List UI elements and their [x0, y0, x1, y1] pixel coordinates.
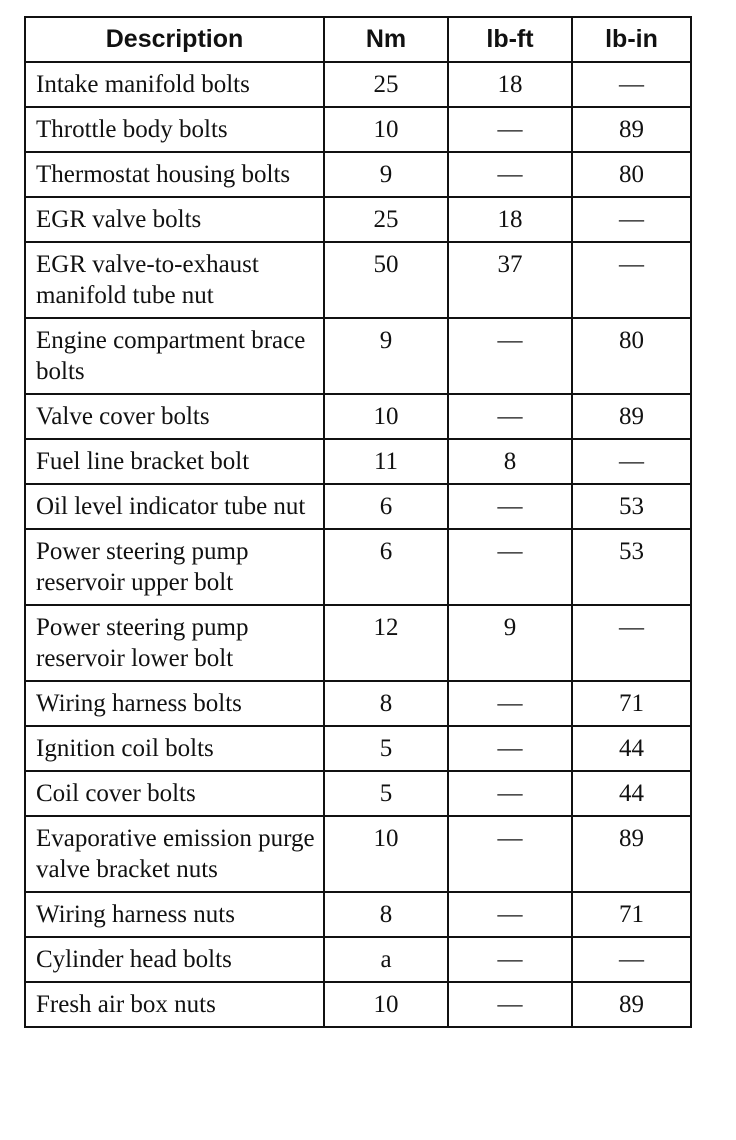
row-lb-ft: 37 [448, 242, 572, 318]
row-lb-in: 80 [572, 152, 691, 197]
row-lb-in: 71 [572, 892, 691, 937]
row-lb-in: 44 [572, 726, 691, 771]
header-nm: Nm [324, 17, 448, 62]
row-description: Ignition coil bolts [25, 726, 324, 771]
row-lb-in: — [572, 439, 691, 484]
row-lb-ft: — [448, 107, 572, 152]
row-nm: 9 [324, 152, 448, 197]
table-row [25, 484, 691, 529]
row-lb-in: — [572, 197, 691, 242]
table-row [25, 771, 691, 816]
row-description: Engine compartment brace bolts [25, 318, 324, 394]
row-nm: 5 [324, 726, 448, 771]
row-nm: 12 [324, 605, 448, 681]
table-row [25, 62, 691, 107]
header-lb-ft: lb-ft [448, 17, 572, 62]
row-nm: 10 [324, 107, 448, 152]
table-row [25, 318, 691, 394]
row-lb-ft: — [448, 318, 572, 394]
row-lb-ft: 18 [448, 197, 572, 242]
row-lb-ft: — [448, 937, 572, 982]
row-lb-ft: — [448, 892, 572, 937]
row-description: Power steering pump reservoir lower bolt [25, 605, 324, 681]
row-lb-ft: 18 [448, 62, 572, 107]
row-lb-ft: — [448, 484, 572, 529]
row-lb-ft: 8 [448, 439, 572, 484]
torque-spec-table [24, 16, 692, 1028]
row-lb-in: — [572, 937, 691, 982]
row-lb-ft: — [448, 681, 572, 726]
row-description: Fuel line bracket bolt [25, 439, 324, 484]
header-description: Description [25, 17, 324, 62]
row-nm: 9 [324, 318, 448, 394]
row-nm: 25 [324, 62, 448, 107]
row-lb-in: 89 [572, 982, 691, 1027]
row-nm: 5 [324, 771, 448, 816]
row-description: EGR valve-to-exhaust manifold tube nut [25, 242, 324, 318]
row-description: Oil level indicator tube nut [25, 484, 324, 529]
row-description: Coil cover bolts [25, 771, 324, 816]
row-lb-in: 53 [572, 529, 691, 605]
row-nm: 10 [324, 394, 448, 439]
row-description: Thermostat housing bolts [25, 152, 324, 197]
table-row [25, 982, 691, 1027]
row-description: EGR valve bolts [25, 197, 324, 242]
row-nm: 50 [324, 242, 448, 318]
row-lb-ft: — [448, 394, 572, 439]
row-description: Wiring harness bolts [25, 681, 324, 726]
row-lb-in: 53 [572, 484, 691, 529]
row-description: Power steering pump reservoir upper bolt [25, 529, 324, 605]
header-row [25, 17, 691, 62]
row-lb-in: 89 [572, 107, 691, 152]
row-description: Fresh air box nuts [25, 982, 324, 1027]
row-lb-in: 71 [572, 681, 691, 726]
row-lb-ft: 9 [448, 605, 572, 681]
row-lb-in: — [572, 62, 691, 107]
table-row [25, 107, 691, 152]
row-description: Cylinder head bolts [25, 937, 324, 982]
row-description: Throttle body bolts [25, 107, 324, 152]
row-lb-in: — [572, 242, 691, 318]
table-row [25, 242, 691, 318]
table-row [25, 681, 691, 726]
row-lb-ft: — [448, 152, 572, 197]
footnote-marker: a [380, 946, 392, 973]
row-nm: 8 [324, 681, 448, 726]
row-nm: 8 [324, 892, 448, 937]
row-nm: 10 [324, 982, 448, 1027]
table-row [25, 529, 691, 605]
table-row [25, 605, 691, 681]
row-description: Intake manifold bolts [25, 62, 324, 107]
row-nm: 25 [324, 197, 448, 242]
row-description: Valve cover bolts [25, 394, 324, 439]
table-row [25, 726, 691, 771]
row-lb-ft: — [448, 771, 572, 816]
row-description: Evaporative emission purge valve bracket nuts [25, 816, 324, 892]
table-row [25, 816, 691, 892]
row-lb-ft: — [448, 529, 572, 605]
row-lb-in: 89 [572, 394, 691, 439]
table-row [25, 197, 691, 242]
row-lb-in: 44 [572, 771, 691, 816]
table-row [25, 937, 691, 982]
row-nm [324, 937, 448, 982]
table-row [25, 439, 691, 484]
row-nm: 6 [324, 529, 448, 605]
row-nm: 6 [324, 484, 448, 529]
row-nm: 11 [324, 439, 448, 484]
table-row [25, 152, 691, 197]
row-description: Wiring harness nuts [25, 892, 324, 937]
table-row [25, 892, 691, 937]
row-lb-in: 80 [572, 318, 691, 394]
row-lb-ft: — [448, 816, 572, 892]
row-lb-ft: — [448, 982, 572, 1027]
table-row [25, 394, 691, 439]
row-lb-in: 89 [572, 816, 691, 892]
row-lb-in: — [572, 605, 691, 681]
header-lb-in: lb-in [572, 17, 691, 62]
row-nm: 10 [324, 816, 448, 892]
row-lb-ft: — [448, 726, 572, 771]
